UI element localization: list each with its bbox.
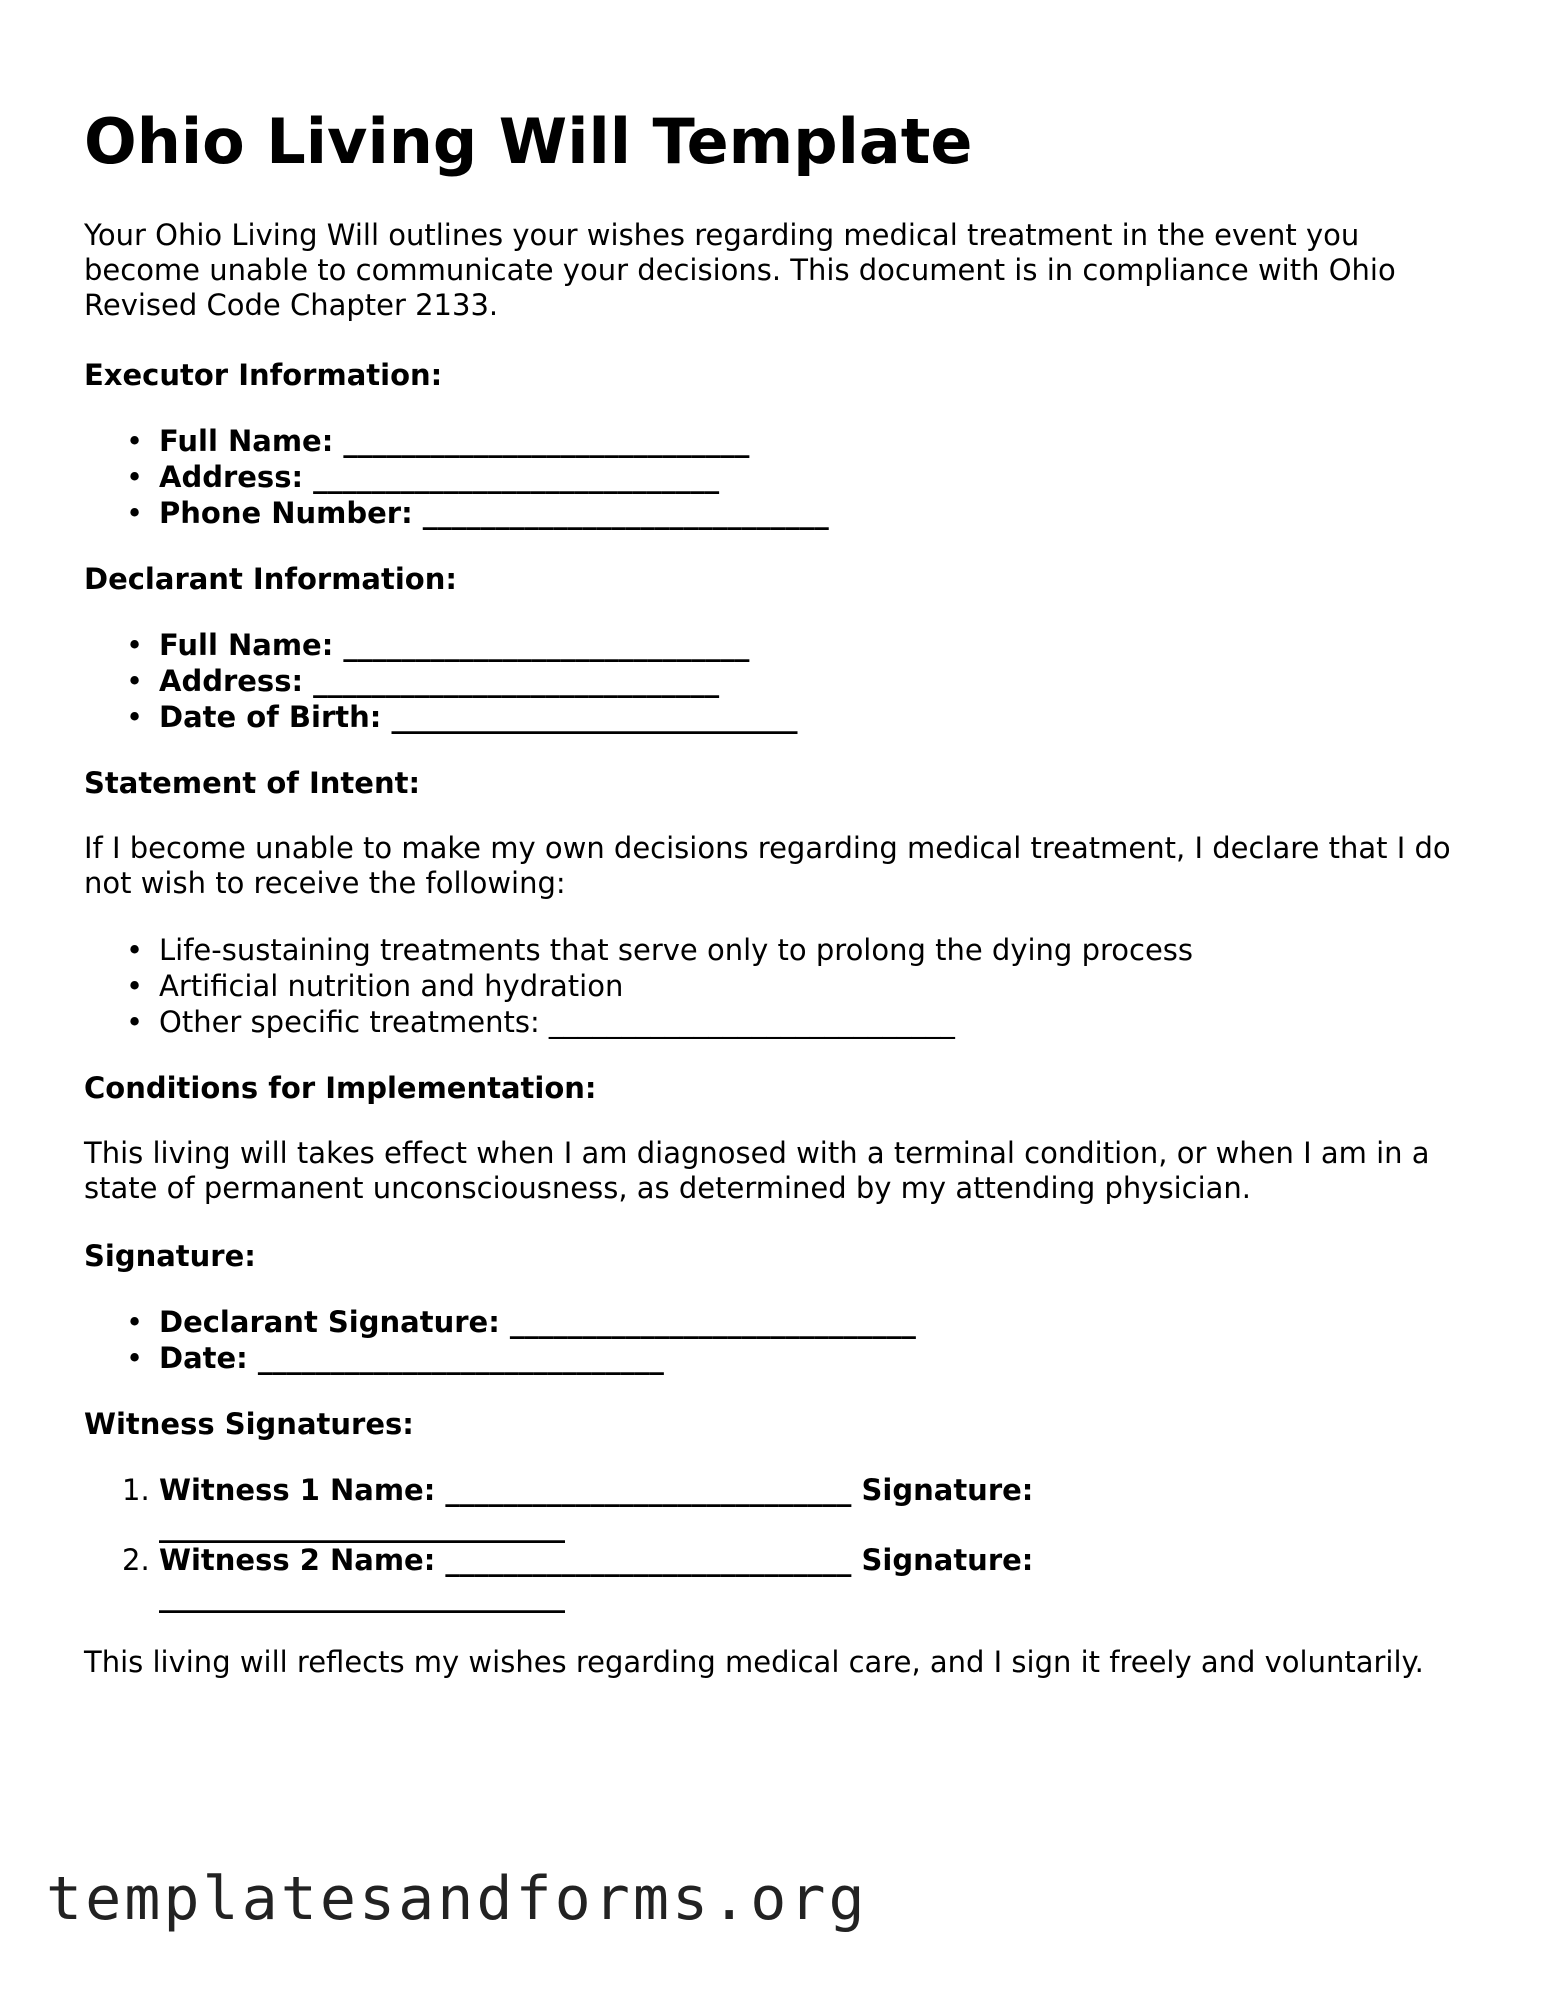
declarant-heading: Declarant Information: — [84, 562, 457, 596]
declarant-signature-field: • Declarant Signature: ____________________________ — [84, 1304, 916, 1340]
executor-heading: Executor Information: — [84, 358, 443, 392]
intent-list — [84, 932, 1193, 1040]
witness-number: 1. — [122, 1473, 150, 1507]
conditions-paragraph: This living will takes effect when I am diagnosed with a terminal condition, or when I am in a state of permanent unconsciousness, as determined by my attending physician. — [84, 1136, 1430, 1205]
watermark-logo: templatesandforms.org — [46, 1864, 868, 1934]
witness-item — [84, 1542, 1219, 1612]
witness-number: 2. — [122, 1543, 150, 1577]
intro-paragraph: Your Ohio Living Will outlines your wishes regarding medical treatment in the event you become unable to communicate your decisions. This document is in compliance with Ohio Revised Code Chapter 2133. — [84, 218, 1396, 322]
executor-address-field: • Address: ____________________________ — [84, 459, 829, 495]
declarant-dob-field: • Date of Birth: ____________________________ — [84, 699, 797, 735]
intent-item-nutrition: • Artificial nutrition and hydration — [84, 968, 1193, 1004]
witness-1-signature-line: ____________________________ — [159, 1509, 565, 1543]
signature-heading: Signature: — [84, 1239, 256, 1273]
witness-heading: Witness Signatures: — [84, 1407, 414, 1441]
executor-full-name-field: • Full Name: ____________________________ — [84, 423, 829, 459]
witness-1-name-signature: Witness 1 Name: ____________________________ Signature: — [159, 1473, 1034, 1507]
executor-list — [84, 423, 829, 531]
declarant-address-field: • Address: ____________________________ — [84, 663, 797, 699]
page-title: Ohio Living Will Template — [84, 105, 973, 178]
closing-paragraph: This living will reflects my wishes regarding medical care, and I sign it freely and voluntarily. — [84, 1645, 1424, 1679]
witness-item — [84, 1472, 1219, 1542]
intent-item-other: • Other specific treatments: ____________________________ — [84, 1004, 1193, 1040]
intent-paragraph: If I become unable to make my own decisions regarding medical treatment, I declare that I do not wish to receive the following: — [84, 831, 1451, 900]
signature-date-field: • Date: ____________________________ — [84, 1340, 916, 1376]
intent-heading: Statement of Intent: — [84, 766, 421, 800]
declarant-list — [84, 627, 797, 735]
executor-phone-field: • Phone Number: ____________________________ — [84, 495, 829, 531]
intent-item-life-sustaining: • Life-sustaining treatments that serve only to prolong the dying process — [84, 932, 1193, 968]
witness-2-name-signature: Witness 2 Name: ____________________________ Signature: — [159, 1543, 1034, 1577]
declarant-full-name-field: • Full Name: ____________________________ — [84, 627, 797, 663]
witness-list — [84, 1472, 1219, 1612]
conditions-heading: Conditions for Implementation: — [84, 1071, 597, 1105]
witness-2-signature-line: ____________________________ — [159, 1579, 565, 1613]
signature-list — [84, 1304, 916, 1376]
